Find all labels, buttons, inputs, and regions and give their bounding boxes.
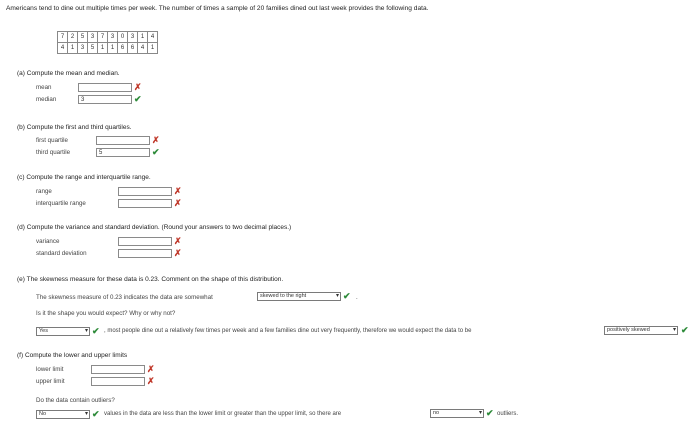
correct-icon: ✔ [92,326,100,336]
iqr-input[interactable] [118,199,172,208]
reasoning-text: , most people dine out a relatively few times per week and a few families dine out very frequently, therefore we would expect the data to be [104,328,472,334]
table-cell: 3 [88,32,98,43]
table-cell: 6 [128,43,138,54]
table-cell: 5 [88,43,98,54]
outlier-values-value: No [39,411,47,417]
variance-input[interactable] [118,237,172,246]
table-cell: 4 [148,32,158,43]
incorrect-icon: ✗ [147,364,155,374]
data-table [57,31,158,54]
table-cell: 4 [138,43,148,54]
skew-direction-value: skewed to the right [260,293,307,299]
correct-icon: ✔ [681,325,689,335]
question-a: (a) Compute the mean and median. [17,70,120,77]
outlier-values-select[interactable] [36,410,90,419]
expectation-question: Is it the shape you would expect? Why or why not? [36,310,176,317]
table-cell: 1 [98,43,108,54]
table-cell: 6 [118,43,128,54]
question-e: (e) The skewness measure for these data is 0.23. Comment on the shape of this distribution. [17,276,284,283]
table-cell: 7 [58,32,68,43]
table-cell: 1 [148,43,158,54]
first-quartile-label: first quartile [36,137,68,144]
median-input[interactable]: 3 [78,95,132,104]
mean-label: mean [36,84,52,91]
question-c: (c) Compute the range and interquartile range. [17,174,151,181]
table-cell: 7 [98,32,108,43]
incorrect-icon: ✗ [174,186,182,196]
table-cell: 3 [78,43,88,54]
correct-icon: ✔ [92,409,100,419]
sd-input[interactable] [118,249,172,258]
lower-limit-label: lower limit [36,366,64,373]
correct-icon: ✔ [134,94,142,104]
chevron-down-icon: ▾ [335,293,339,299]
table-cell: 3 [108,32,118,43]
table-cell: 3 [128,32,138,43]
correct-icon: ✔ [152,147,160,157]
question-b: (b) Compute the first and third quartiles. [17,124,132,131]
problem-intro: Americans tend to dine out multiple times per week. The number of times a sample of 20 families dined out last week provides the following data. [6,5,429,12]
sd-label: standard deviation [36,250,87,257]
period-text: . [356,294,358,301]
range-input[interactable] [118,187,172,196]
correct-icon: ✔ [343,291,351,301]
chevron-down-icon: ▾ [84,411,88,417]
upper-limit-label: upper limit [36,378,65,385]
first-quartile-input[interactable] [96,136,150,145]
incorrect-icon: ✗ [134,82,142,92]
outliers-question: Do the data contain outliers? [36,397,115,404]
iqr-label: interquartile range [36,200,86,207]
incorrect-icon: ✗ [174,236,182,246]
median-label: median [36,96,57,103]
expected-skew-value: positively skewed [607,327,650,333]
chevron-down-icon: ▾ [84,328,88,334]
incorrect-icon: ✗ [174,248,182,258]
outliers-count-value: no [433,410,440,416]
table-cell: 5 [78,32,88,43]
table-cell: 4 [58,43,68,54]
third-quartile-input[interactable]: 5 [96,148,150,157]
table-row [58,32,158,43]
question-f: (f) Compute the lower and upper limits [17,352,128,359]
range-label: range [36,188,52,195]
yes-no-value: Yes [39,328,48,334]
skew-direction-select[interactable] [257,292,341,301]
incorrect-icon: ✗ [147,376,155,386]
chevron-down-icon: ▾ [672,327,676,333]
question-d: (d) Compute the variance and standard deviation. (Round your answers to two decimal places.) [17,224,292,231]
variance-label: variance [36,238,60,245]
correct-icon: ✔ [486,408,494,418]
skewness-statement: The skewness measure of 0.23 indicates the data are somewhat [36,294,213,301]
table-cell: 1 [138,32,148,43]
upper-limit-input[interactable] [91,377,145,386]
chevron-down-icon: ▾ [478,410,482,416]
outlier-statement: values in the data are less than the lower limit or greater than the upper limit, so there are [104,411,342,417]
table-row [58,43,158,54]
table-cell: 0 [118,32,128,43]
incorrect-icon: ✗ [152,135,160,145]
outliers-count-select[interactable] [430,409,484,418]
table-cell: 1 [68,43,78,54]
mean-input[interactable] [78,83,132,92]
yes-no-select[interactable] [36,327,90,336]
third-quartile-label: third quartile [36,149,71,156]
table-cell: 1 [108,43,118,54]
lower-limit-input[interactable] [91,365,145,374]
expected-skew-select[interactable] [604,326,678,335]
incorrect-icon: ✗ [174,198,182,208]
outliers-word: outliers. [497,411,519,417]
table-cell: 2 [68,32,78,43]
